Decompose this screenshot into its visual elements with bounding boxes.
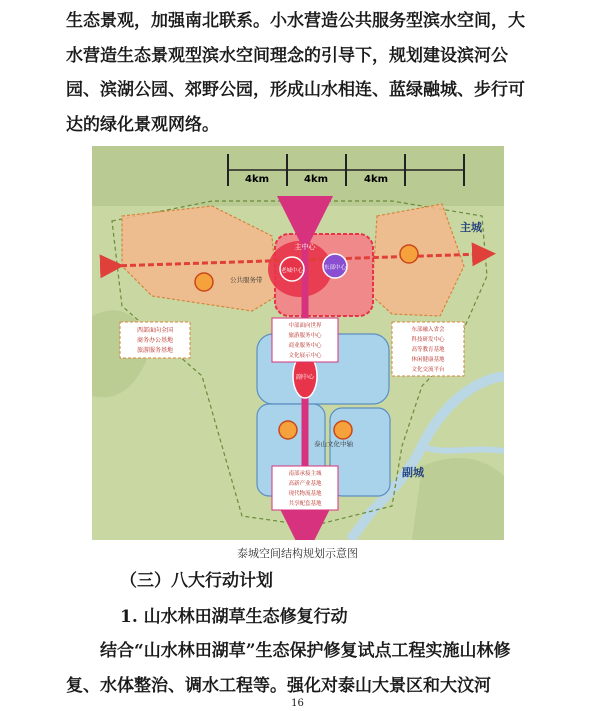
scale-label-2: 4km: [303, 174, 329, 185]
page-number: 16: [291, 698, 304, 709]
east-box-line-4: 休闲健康基地: [411, 357, 445, 363]
east-box-line-1: 东部融入省会: [411, 327, 445, 333]
middle-box-line-1: 中部面向世界: [288, 323, 322, 329]
west-box-line-1: 西部面向全国: [136, 327, 174, 334]
axis-label: 泰山文化中轴: [314, 440, 353, 448]
south-box-line-3: 现代物流基地: [288, 491, 322, 497]
east-box-line-3: 高等教育基地: [411, 347, 445, 353]
main-city-label: 主城: [460, 221, 482, 234]
figure-caption: 泰城空间结构规划示意图: [237, 547, 358, 560]
south-box-line-2: 高新产业基地: [288, 481, 322, 487]
east-box-line-2: 科技研发中心: [411, 337, 445, 343]
spatial-structure-map: [92, 146, 504, 540]
middle-box-line-2: 旅游服务中心: [288, 333, 322, 339]
sub-center-label: 副中心: [295, 374, 315, 381]
east-box-line-5: 文化交流平台: [411, 367, 445, 373]
west-box-line-3: 旅游服务基地: [136, 347, 174, 354]
south-info-box: [272, 466, 338, 510]
south-box-line-1: 南部承接主城: [288, 471, 322, 477]
sub-city-label: 副城: [402, 466, 424, 479]
main-center-label: 主中心: [294, 243, 316, 251]
body-paragraph-1: 生态景观，加强南北联系。小水营造公共服务型滨水空间，大水营造生态景观型滨水空间理念的引导下，规划建设滨河公园、滨湖公园、郊野公园，形成山水相连、蓝绿融城、步行可达的绿化景观网络。: [66, 11, 525, 135]
subheading: 1. 山水林田湖草生态修复行动: [120, 607, 348, 627]
section-heading: （三）八大行动计划: [120, 571, 273, 591]
scale-label-1: 4km: [244, 174, 270, 185]
west-info-box: [120, 322, 190, 358]
middle-box-line-3: 商业服务中心: [288, 343, 322, 349]
center-a-label: 老城中心: [280, 268, 304, 274]
scale-label-3: 4km: [363, 174, 389, 185]
east-info-box: [392, 322, 464, 376]
west-box-line-2: 商务办公基地: [136, 337, 174, 344]
middle-box-line-4: 文化展示中心: [288, 353, 322, 359]
public-service-belt-label: 公共服务带: [230, 276, 263, 284]
middle-info-box: [272, 318, 338, 362]
body-paragraph-2: 结合“山水林田湖草”生态保护修复试点工程实施山林修复、水体整治、调水工程等。强化对泰山大景区和大汶河: [66, 641, 511, 696]
south-box-line-4: 共享配套基地: [288, 501, 322, 507]
center-b-label: 东部中心: [323, 265, 347, 271]
